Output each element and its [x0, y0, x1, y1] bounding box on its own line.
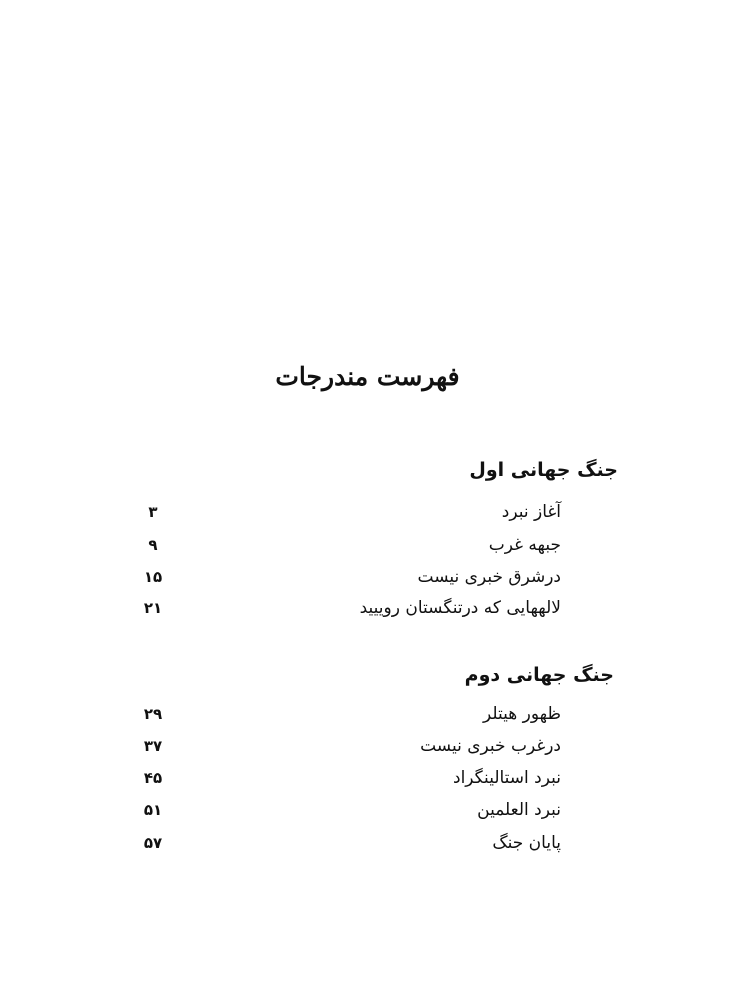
- toc-entry-title: نبرد العلمین: [477, 800, 561, 820]
- toc-entry[interactable]: [140, 800, 561, 826]
- toc-entry-title: ظهور هیتلر: [483, 704, 561, 724]
- toc-entry-page-number: ۹: [148, 536, 158, 554]
- toc-entry-page-number: ۵۷: [143, 834, 163, 852]
- toc-entry-page-number: ۳: [148, 503, 158, 521]
- toc-entry[interactable]: [140, 535, 561, 561]
- toc-entry-page-number: ۲۱: [143, 599, 163, 617]
- toc-entry-page-number: ۵۱: [143, 801, 163, 819]
- toc-title: فهرست مندرجات: [275, 362, 460, 391]
- toc-entry-page-number: ۳۷: [143, 737, 163, 755]
- toc-entry-title: درغرب خبری نیست: [420, 736, 561, 756]
- toc-entry-title: پایان جنگ: [492, 833, 561, 853]
- toc-entry-page-number: ۴۵: [143, 769, 163, 787]
- toc-entry-page-number: ۱۵: [143, 568, 163, 586]
- toc-entry-title: لالههایی که درتنگستان روییید: [359, 598, 561, 618]
- toc-entry-page-number: ۲۹: [143, 705, 163, 723]
- section-heading-ww1: جنگ جهانی اول: [469, 459, 618, 481]
- toc-entry[interactable]: [140, 704, 561, 730]
- toc-entry-title: جبهه غرب: [488, 535, 561, 555]
- toc-entry[interactable]: [140, 736, 561, 762]
- toc-entry-title: آغاز نبرد: [501, 502, 561, 522]
- toc-entry[interactable]: [140, 768, 561, 794]
- toc-entry[interactable]: [140, 567, 561, 593]
- toc-entry[interactable]: [140, 833, 561, 859]
- toc-entry-title: نبرد استالینگراد: [453, 768, 561, 788]
- toc-entry[interactable]: [140, 502, 561, 528]
- toc-entry[interactable]: [140, 598, 561, 624]
- section-heading-ww2: جنگ جهانی دوم: [464, 664, 614, 686]
- toc-entry-title: درشرق خبری نیست: [417, 567, 561, 587]
